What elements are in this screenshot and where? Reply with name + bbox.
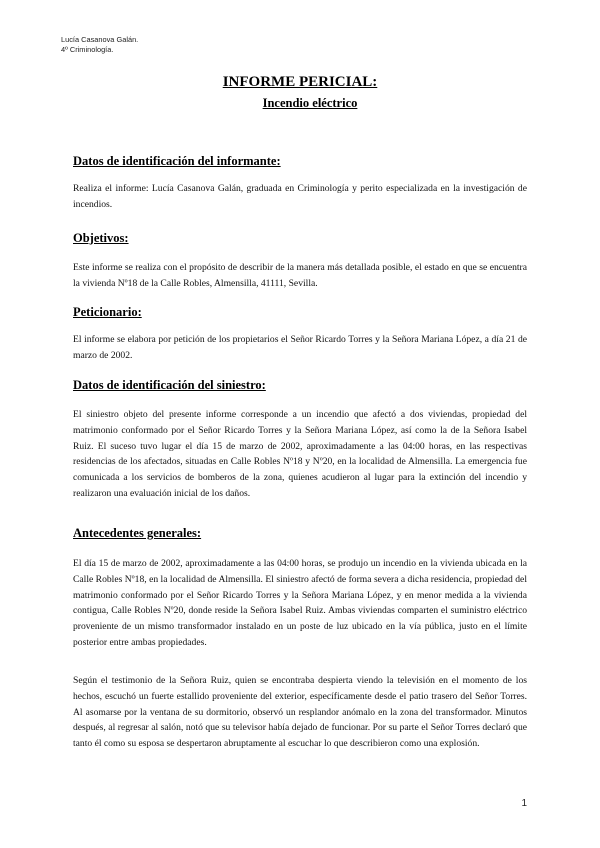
section-heading-peticionario: Peticionario: xyxy=(73,305,142,319)
section-paragraph: El día 15 de marzo de 2002, aproximadamente a las 04:00 horas, se produjo un incendio en la vivienda ubicada en la Calle Robles Nº18, en la localidad de Almensilla. El siniestro afectó de forma severa a dicha residencia, propiedad del matrimonio conformado por el Señor Ricardo Torres y la Señora Mariana López, y en menor medida a la vivienda contigua, Calle Robles Nº20, donde reside la Señora Isabel Ruiz. Ambas viviendas comparten el suministro eléctrico proveniente de un mismo transformador instalado en un poste de luz ubicado en la vía pública, justo en el límite posterior entre ambas propiedades. xyxy=(73,558,527,648)
author-course: 4º Criminología. xyxy=(61,45,114,54)
document-title: INFORME PERICIAL: xyxy=(222,74,378,90)
title-block xyxy=(0,73,600,112)
section-heading-informante: Datos de identificación del informante: xyxy=(73,154,281,168)
document-subtitle: Incendio eléctrico xyxy=(262,96,358,110)
author-header xyxy=(61,35,138,55)
section-heading-antecedentes: Antecedentes generales: xyxy=(73,526,202,540)
section-paragraph: El informe se elabora por petición de los propietarios el Señor Ricardo Torres y la Señora Mariana López, a día 21 de marzo de 2002. xyxy=(73,334,527,361)
page-number: 1 xyxy=(521,798,527,809)
author-name: Lucía Casanova Galán. xyxy=(61,35,139,44)
section-paragraph: Según el testimonio de la Señora Ruiz, quien se encontraba despierta viendo la televisión en el momento de los hechos, escuchó un fuerte estallido proveniente del exterior, específicamente desde el patio trasero del Señor Torres. Al asomarse por la ventana de su dormitorio, observó un resplandor anómalo en la zona del transformador. Minutos después, al regresar al salón, notó que su televisor había dejado de funcionar. Por su parte el Señor Torres declaró que tanto él como su esposa se despertaron abruptamente al escuchar lo que describieron como una explosión. xyxy=(73,675,527,750)
section-paragraph: Realiza el informe: Lucía Casanova Galán, graduada en Criminología y perito especializada en la investigación de incendios. xyxy=(73,183,527,210)
section-paragraph: El siniestro objeto del presente informe corresponde a un incendio que afectó a dos viviendas, propiedad del matrimonio conformado por el Señor Ricardo Torres y la Señora Mariana López, así como la de la Señora Isabel Ruiz. El suceso tuvo lugar el día 15 de marzo de 2002, aproximadamente a las 04:00 horas, en las respectivas residencias de los afectados, situadas en Calle Robles Nº18 y Nº20, en la localidad de Almensilla. La emergencia fue comunicada a los servicios de bomberos de la zona, quienes acudieron al lugar para la extinción del incendio y realizaron una evaluación inicial de los daños. xyxy=(73,409,527,499)
section-heading-objetivos: Objetivos: xyxy=(73,231,129,245)
section-heading-siniestro: Datos de identificación del siniestro: xyxy=(73,378,266,392)
section-paragraph: Este informe se realiza con el propósito de describir de la manera más detallada posible, el estado en que se encuentra la vivienda Nº18 de la Calle Robles, Almensilla, 41111, Sevilla. xyxy=(73,262,527,289)
